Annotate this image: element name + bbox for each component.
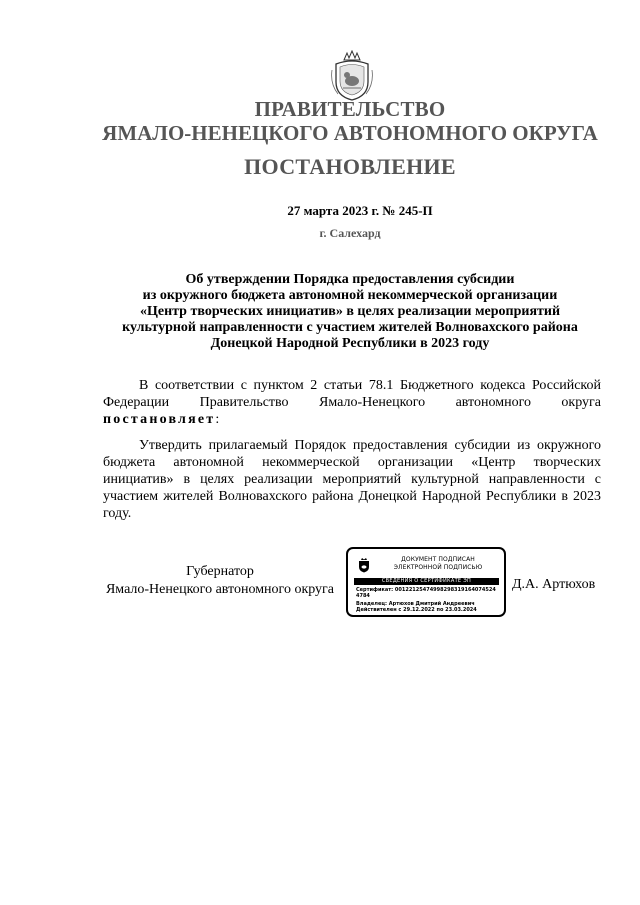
title-line: из окружного бюджета автономной некоммерческой организации — [142, 288, 558, 303]
signatory-name: Д.А. Артюхов — [512, 577, 596, 592]
city: г. Салехард — [319, 226, 381, 240]
emblem-icon — [357, 557, 371, 573]
stamp-header-line: ДОКУМЕНТ ПОДПИСАН — [401, 556, 475, 563]
position-line: Ямало-Ненецкого автономного округа — [105, 582, 335, 597]
stamp-header — [378, 556, 498, 571]
preamble-colon: : — [215, 412, 220, 427]
title-line: Об утверждении Порядка предоставления субсидии — [185, 272, 515, 287]
position-line: Губернатор — [186, 564, 254, 579]
title-line: «Центр творческих инициатив» в целях реализации мероприятий — [139, 304, 561, 319]
document-type: ПОСТАНОВЛЕНИЕ — [244, 154, 456, 179]
decree-keyword: постановляет — [103, 412, 216, 427]
resolution-paragraph: Утвердить прилагаемый Порядок предоставления субсидии из окружного бюджета автономной некоммерческой организации «Центр творческих инициатив» в целях реализации мероприятий культурной направленности с участием жителей Волновахского района Донецкой Народной Республики в 2023 году. — [103, 438, 601, 521]
title-line: Донецкой Народной Республики в 2023 году — [210, 336, 490, 351]
certificate-number-continued: 4784 — [356, 593, 370, 599]
date-number: 27 марта 2023 г. № 245-П — [287, 203, 433, 218]
region-title: ЯМАЛО-НЕНЕЦКОГО АВТОНОМНОГО ОКРУГА — [102, 121, 598, 145]
document-title — [95, 272, 605, 352]
certificate-number: Сертификат: 00122125474998298319164074524 — [356, 587, 496, 593]
electronic-signature-stamp — [346, 547, 506, 617]
preamble-paragraph — [103, 377, 601, 428]
certificate-owner: Владелец: Артюхов Дмитрий Андреевич — [356, 601, 475, 607]
stamp-header-line: ЭЛЕКТРОННОЙ ПОДПИСЬЮ — [393, 563, 483, 571]
certificate-validity: Действителен с 29.12.2022 по 23.03.2024 — [356, 607, 477, 613]
coat-of-arms-emblem — [330, 50, 374, 102]
signatory-position — [100, 563, 340, 599]
title-line: культурной направленности с участием жителей Волновахского района — [122, 320, 578, 335]
preamble-text: В соответствии с пунктом 2 статьи 78.1 Бюджетного кодекса Российской Федерации Правительство Ямало-Ненецкого автономного округа — [103, 378, 601, 410]
certificate-info-bar: СВЕДЕНИЯ О СЕРТИФИКАТЕ ЭП — [354, 578, 499, 585]
government-title: ПРАВИТЕЛЬСТВО — [254, 97, 446, 121]
